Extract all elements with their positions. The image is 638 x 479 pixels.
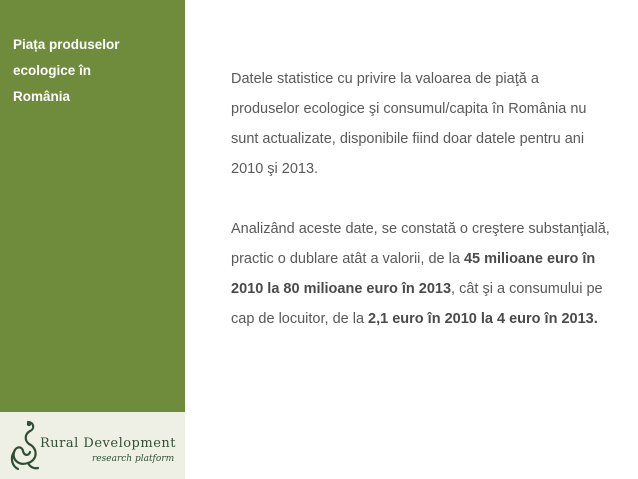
paragraph-2	[231, 214, 611, 334]
peacock-icon	[8, 416, 42, 474]
content	[231, 64, 611, 334]
logo-subtitle: research platform	[92, 454, 175, 464]
sidebar-title-line: Piața produselor	[13, 37, 120, 52]
logo-name: Rural Development	[40, 436, 176, 451]
sidebar	[0, 0, 185, 479]
paragraph-2-text: Analizând aceste date, se constată o creştere substanţială, practic o dublare atât a valorii, de la	[231, 221, 610, 267]
paragraph-2-bold: 2,1 euro în 2010 la 4 euro în 2013.	[368, 311, 598, 327]
paragraph-2-bold: 45 milioane euro în 2010 la 80 milioane euro în 2013	[231, 251, 596, 297]
paragraph-2-text: , cât şi a consumului pe cap de locuitor, de la	[231, 281, 603, 327]
sidebar-title	[13, 32, 178, 110]
rural-development-logo	[0, 412, 185, 479]
paragraph-1: Datele statistice cu privire la valoarea de piaţă a produselor ecologice şi consumul/capita în România nu sunt actualizate, disponibile fiind doar datele pentru ani 2010 şi 2013.	[231, 71, 587, 177]
sidebar-title-line: ecologice în	[13, 63, 92, 78]
sidebar-title-line: România	[13, 89, 71, 104]
